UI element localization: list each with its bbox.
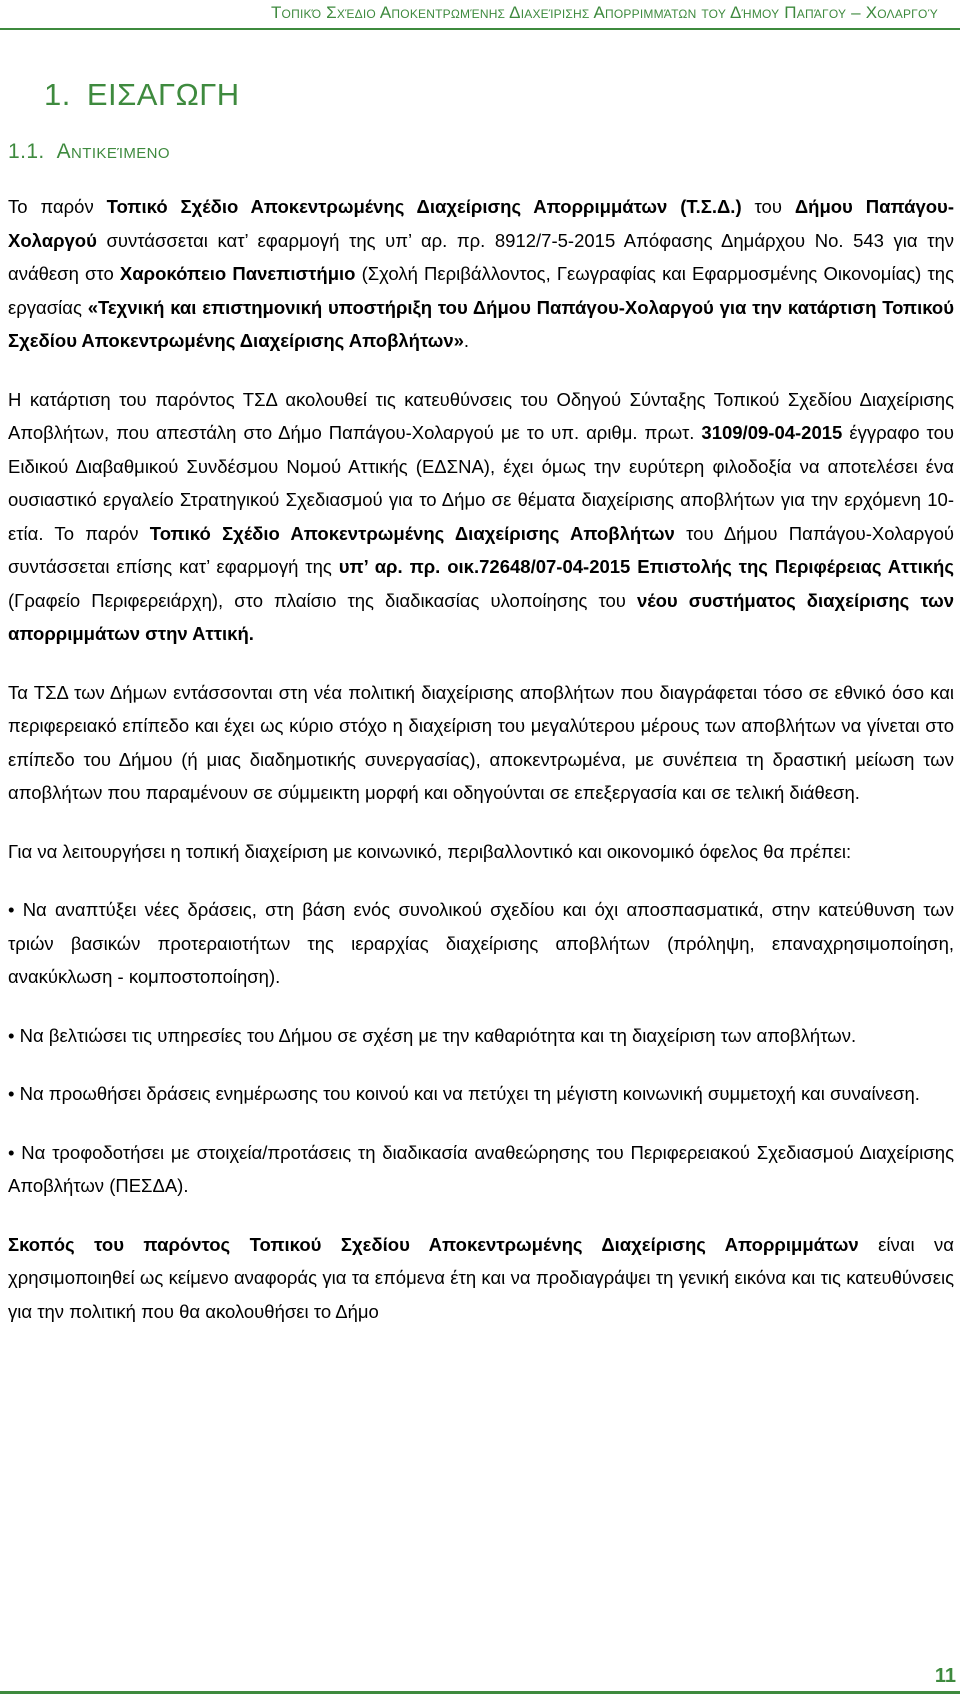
paragraph-1: Το παρόν Τοπικό Σχέδιο Αποκεντρωμένης Διαχείρισης Απορριμμάτων (Τ.Σ.Δ.) του Δήμου Παπάγου-Χολαργού συντάσσεται κατ’ εφαρμογή της υπ’ αρ. πρ. 8912/7-5-2015 Απόφασης Δημάρχου Νο. 543 για την ανάθεση στο Χαροκόπειο Πανεπιστήμιο (Σχολή Περιβάλλοντος, Γεωγραφίας και Εφαρμοσμένης Οικονομίας) της εργασίας «Τεχνική και επιστημονική υποστήριξη του Δήμου Παπάγου-Χολαργού για την κατάρτιση Τοπικού Σχεδίου Αποκεντρωμένης Διαχείρισης Αποβλήτων». — [8, 196, 955, 351]
bullet-item: • Να αναπτύξει νέες δράσεις, στη βάση ενός συνολικού σχεδίου και όχι αποσπασματικά, στην κατεύθυνση των τριών βασικών προτεραιοτήτων της ιεραρχίας διαχείρισης αποβλήτων (πρόληψη, επαναχρησιμοποίηση, ανακύκλωση - κομποστοποίηση). — [8, 899, 954, 987]
subsection-heading — [8, 137, 170, 167]
paragraph-5: Σκοπός του παρόντος Τοπικού Σχεδίου Αποκεντρωμένης Διαχείρισης Απορριμμάτων είναι να χρησιμοποιηθεί ως κείμενο αναφοράς για τα επόμενα έτη και να προδιαγράψει τη γενική εικόνα και τις κατευθύνσεις για την πολιτική που θα ακολουθήσει το Δήμο — [8, 1233, 954, 1322]
paragraph-2: Η κατάρτιση του παρόντος ΤΣΔ ακολουθεί τις κατευθύνσεις του Οδηγού Σύνταξης Τοπικού Σχεδίου Διαχείρισης Αποβλήτων, που απεστάλη στο Δήμο Παπάγου-Χολαργού με το υπ. αριθμ. πρωτ. 3109/09-04-2015 έγγραφο του Ειδικού Διαβαθμικού Συνδέσμου Νομού Αττικής (ΕΔΣΝΑ), έχει όμως την ευρύτερη φιλοδοξία να αποτελέσει ένα ουσιαστικό εργαλείο Στρατηγικού Σχεδιασμού για το Δήμο σε θέματα διαχείρισης αποβλήτων για την ερχόμενη 10-ετία. Το παρόν Τοπικό Σχέδιο Αποκεντρωμένης Διαχείρισης Αποβλήτων του Δήμου Παπάγου-Χολαργού συντάσσεται επίσης κατ’ εφαρμογή της υπ’ αρ. πρ. οικ.72648/07-04-2015 Επιστολής της Περιφέρειας Αττικής (Γραφείο Περιφερειάρχη), στο πλαίσιο της διαδικασίας υλοποίησης του νέου συστήματος διαχείρισης των απορριμμάτων στην Αττική. — [8, 388, 955, 644]
running-header: Τοπικό Σχέδιο Αποκεντρωμένης Διαχείρισης Απορριμμάτων του Δήμου Παπάγου – Χολαργού — [270, 3, 938, 22]
subsection-title: Αντικείμενο — [56, 140, 170, 163]
paragraph-4: Για να λειτουργήσει η τοπική διαχείριση με κοινωνικό, περιβαλλοντικό και οικονομικό όφελος θα πρέπει: — [8, 840, 852, 862]
bullet-item: • Να τροφοδοτήσει με στοιχεία/προτάσεις τη διαδικασία αναθεώρησης του Περιφερειακού Σχεδιασμού Διαχείρισης Αποβλήτων (ΠΕΣΔΑ). — [8, 1141, 954, 1196]
section-title: ΕΙΣΑΓΩΓΗ — [86, 77, 240, 112]
bullet-item: • Να βελτιώσει τις υπηρεσίες του Δήμου σε σχέση με την καθαριότητα και τη διαχείριση των αποβλήτων. — [8, 1024, 857, 1046]
section-heading — [44, 73, 240, 117]
subsection-number: 1.1. — [8, 140, 45, 163]
paragraph-3: Τα ΤΣΔ των Δήμων εντάσσονται στη νέα πολιτική διαχείρισης αποβλήτων που διαγράφεται τόσο σε εθνικό όσο και περιφερειακό επίπεδο και έχει ως κύριο στόχο η διαχείριση του μεγαλύτερου μέρους των αποβλήτων να γίνεται στο επίπεδο του Δήμου (ή μιας διαδημοτικής συνεργασίας), αποκεντρωμένα, με συνέπεια τη δραστική μείωση των αποβλήτων που παραμένουν σε σύμμεικτη μορφή και οδηγούνται σε επεξεργασία και σε τελική διάθεση. — [8, 681, 954, 803]
footer-divider — [0, 1691, 960, 1694]
bullet-item: • Να προωθήσει δράσεις ενημέρωσης του κοινού και να πετύχει τη μέγιστη κοινωνική συμμετοχή και συναίνεση. — [8, 1083, 920, 1104]
body-text — [8, 190, 954, 1353]
page-number: 11 — [934, 1665, 956, 1687]
header-divider — [0, 28, 960, 30]
section-number: 1. — [44, 77, 71, 112]
